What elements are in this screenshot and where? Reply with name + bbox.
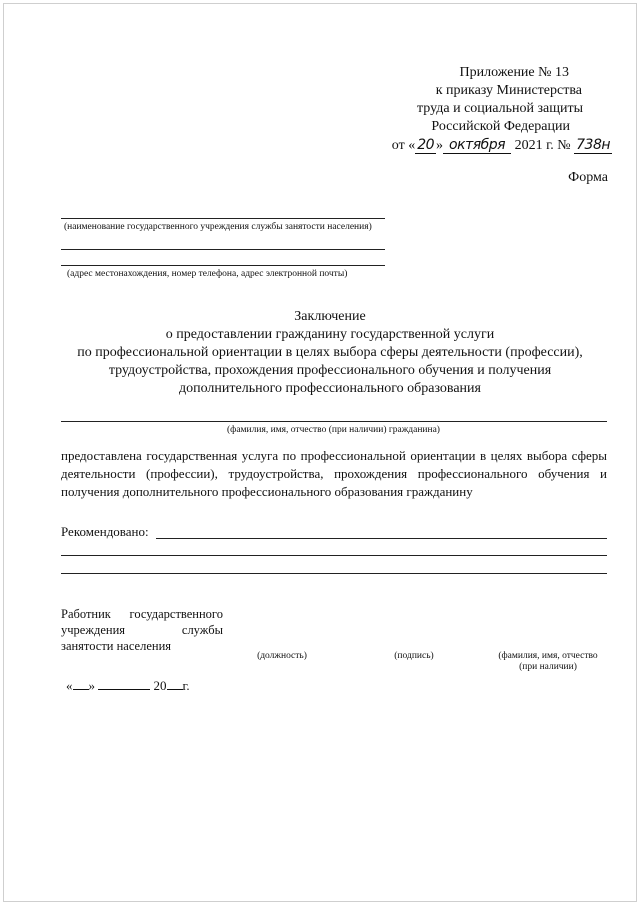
date-open-quote: « bbox=[66, 678, 73, 693]
date-day-blank[interactable] bbox=[73, 677, 89, 690]
recommended-line-1[interactable] bbox=[156, 538, 607, 539]
signing-date bbox=[66, 677, 190, 694]
institution-name-line[interactable] bbox=[61, 218, 385, 219]
title-line-1: Заключение bbox=[294, 309, 366, 324]
recommended-label: Рекомендовано: bbox=[61, 524, 149, 539]
institution-address-caption: (адрес местонахождения, номер телефона, адрес электронной почты) bbox=[67, 269, 348, 279]
title-line-5: дополнительного профессионального образования bbox=[179, 381, 481, 396]
title-line-2: о предоставлении гражданину государственной услуги bbox=[165, 327, 495, 342]
fio-caption-line-2: (при наличии) bbox=[519, 662, 577, 672]
order-number-handwritten: 738н bbox=[576, 137, 610, 153]
citizen-name-line[interactable] bbox=[61, 421, 607, 422]
citizen-name-caption: (фамилия, имя, отчество (при наличии) гражданина) bbox=[227, 425, 440, 435]
order-reference: к приказу Министерства bbox=[435, 83, 582, 98]
institution-name-line-2[interactable] bbox=[61, 249, 385, 250]
form-label: Форма bbox=[568, 170, 608, 185]
title-line-4: трудоустройства, прохождения профессионального обучения и получения bbox=[108, 363, 552, 378]
service-provided-text: предоставлена государственная услуга по профессиональной ориентации в целях выбора сферы деятельности (профессии), трудоустройства, прохождения профессионального обучения и получения дополнительного профессионального образования гражданину bbox=[61, 448, 607, 499]
institution-address-line[interactable] bbox=[61, 265, 385, 266]
worker-line-1b: государственного bbox=[129, 607, 223, 621]
worker-line-2a: учреждения bbox=[61, 623, 126, 637]
recommended-line-3[interactable] bbox=[61, 573, 607, 574]
signature-caption: (подпись) bbox=[394, 651, 434, 661]
fio-caption bbox=[488, 651, 608, 673]
date-year-suffix: г. bbox=[182, 678, 190, 693]
fio-caption-line-1: (фамилия, имя, отчество bbox=[498, 651, 598, 661]
worker-line-1a: Работник bbox=[61, 607, 111, 621]
worker-line-2b: службы bbox=[181, 623, 223, 637]
date-year: 2021 г. № bbox=[514, 138, 571, 153]
date-prefix: от « bbox=[391, 138, 416, 153]
date-year-prefix: 20 bbox=[153, 678, 167, 693]
institution-name-caption: (наименование государственного учреждения службы занятости населения) bbox=[64, 222, 372, 232]
worker-line-3: занятости населения bbox=[61, 639, 172, 653]
date-month-handwritten: октября bbox=[443, 137, 511, 154]
date-close-quote: » bbox=[88, 678, 95, 693]
recommended-line-2[interactable] bbox=[61, 555, 607, 556]
date-year-blank[interactable] bbox=[167, 677, 183, 690]
date-mid: » bbox=[436, 138, 444, 153]
appendix-number: Приложение № 13 bbox=[459, 65, 569, 80]
worker-title bbox=[61, 606, 223, 654]
ministry-name: труда и социальной защиты bbox=[417, 101, 583, 116]
position-caption: (должность) bbox=[257, 651, 307, 661]
date-month-blank[interactable] bbox=[98, 677, 150, 690]
federation-name: Российской Федерации bbox=[431, 119, 570, 134]
title-line-3: по профессиональной ориентации в целях выбора сферы деятельности (профессии), bbox=[77, 345, 583, 360]
document-title bbox=[40, 308, 620, 398]
date-day-handwritten: 20 bbox=[417, 137, 435, 153]
order-date-line bbox=[392, 136, 612, 155]
